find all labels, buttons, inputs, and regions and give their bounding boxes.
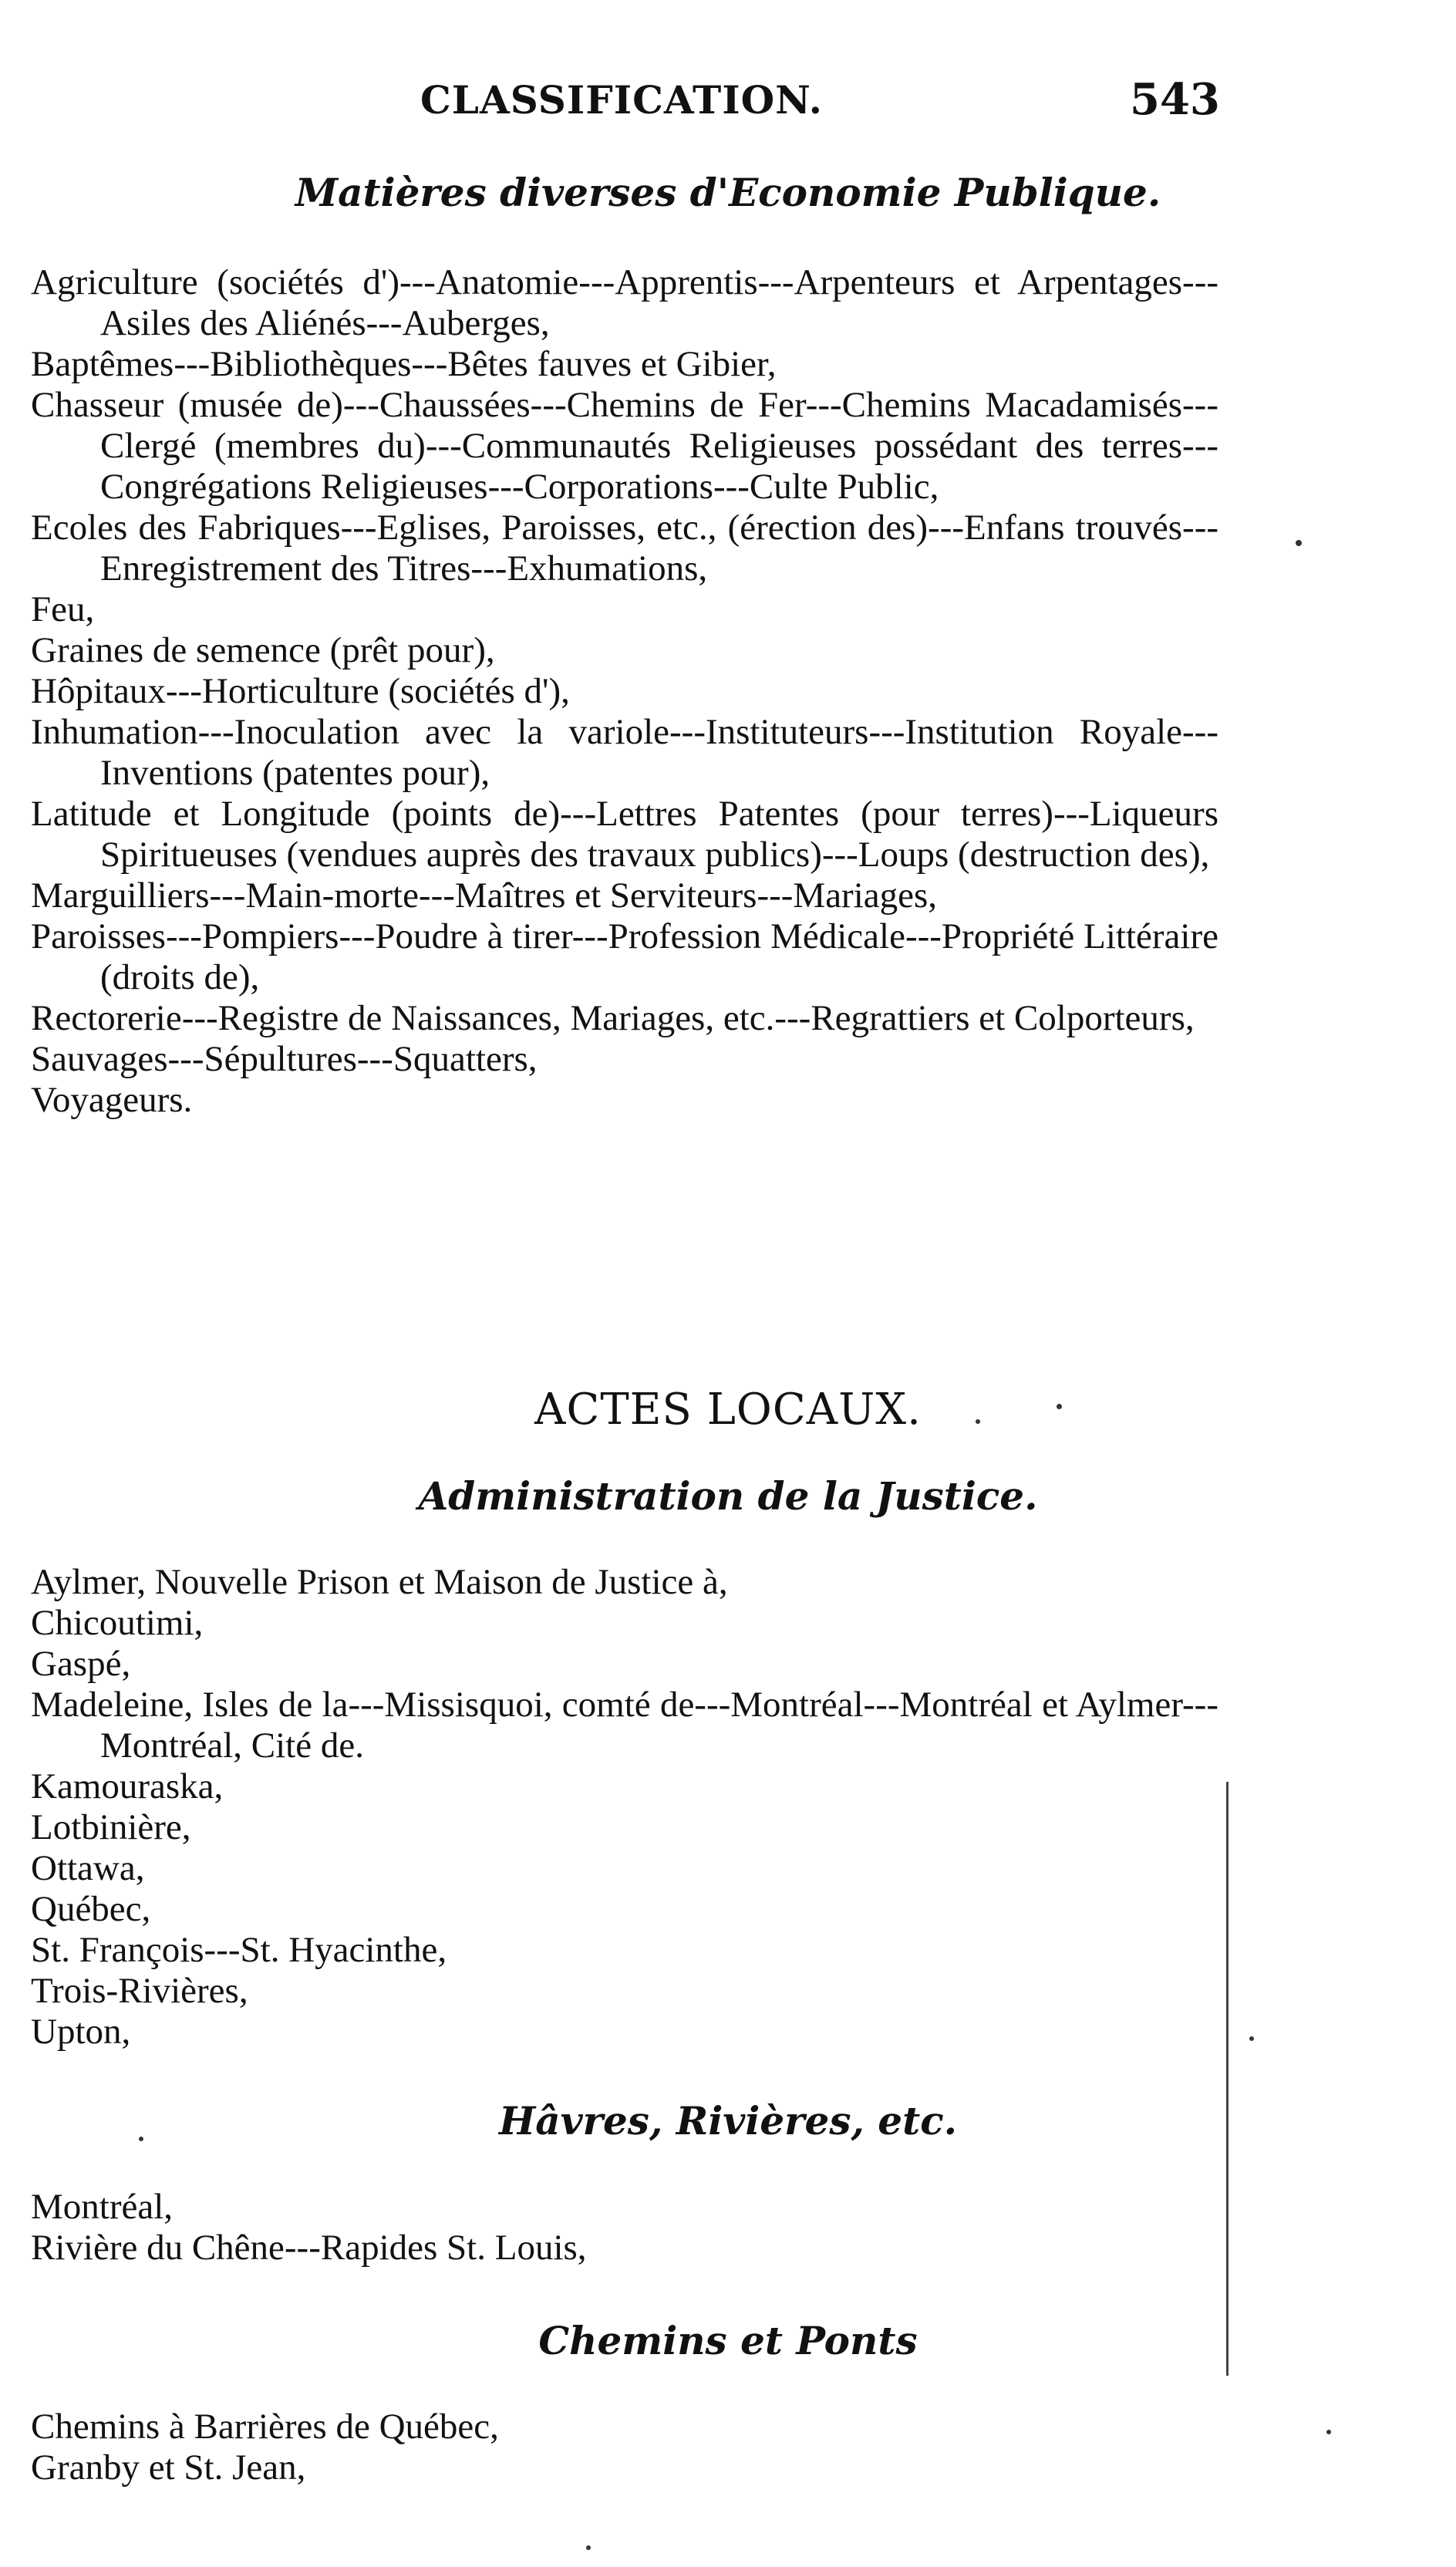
scan-speck	[1249, 2036, 1254, 2041]
index-entry: Madeleine, Isles de la---Missisquoi, comté de---Montréal---Montréal et Aylmer---Montréal, Cité de.	[31, 1685, 1218, 1766]
section-title-economie-publique: Matières diverses d'Economie Publique.	[295, 170, 1161, 215]
index-entry: Kamouraska,	[31, 1766, 224, 1806]
major-heading-actes-locaux: ACTES LOCAUX.	[534, 1385, 922, 1435]
page-number: 543	[1130, 74, 1220, 125]
index-entry: Ecoles des Fabriques---Eglises, Paroisses, etc., (érection des)---Enfans trouvés---Enregistrement des Titres---Exhumations,	[31, 508, 1218, 589]
section-title-administration-justice: Administration de la Justice.	[418, 1473, 1038, 1519]
index-entry: Baptêmes---Bibliothèques---Bêtes fauves et Gibier,	[31, 344, 777, 384]
index-entry: Granby et St. Jean,	[31, 2447, 306, 2488]
scan-speck	[1296, 540, 1302, 546]
index-entry: Aylmer, Nouvelle Prison et Maison de Justice à,	[31, 1562, 728, 1602]
section-title-chemins-ponts: Chemins et Ponts	[538, 2318, 918, 2363]
index-entry: Latitude et Longitude (points de)---Lettres Patentes (pour terres)---Liqueurs Spiritueuses (vendues auprès des travaux publics)---Loups (destruction des),	[31, 794, 1218, 875]
index-entry: Lotbinière,	[31, 1807, 191, 1847]
scan-speck	[1326, 2430, 1331, 2434]
running-head	[0, 74, 1456, 139]
scan-margin-line	[1226, 1782, 1228, 2376]
index-entry: Paroisses---Pompiers---Poudre à tirer---Profession Médicale---Propriété Littéraire (droits de),	[31, 916, 1218, 997]
scan-speck	[1057, 1404, 1062, 1409]
index-entry: Trois-Rivières,	[31, 1971, 248, 2011]
chemins-ponts-entry-list	[31, 2407, 1218, 2488]
index-entry: Gaspé,	[31, 1644, 131, 1684]
index-entry: Inhumation---Inoculation avec la variole---Instituteurs---Institution Royale---Inventions (patentes pour),	[31, 712, 1218, 793]
index-entry: Graines de semence (prêt pour),	[31, 630, 495, 670]
scan-speck	[586, 2545, 591, 2550]
index-entry: Ottawa,	[31, 1848, 145, 1888]
index-entry: Agriculture (sociétés d')---Anatomie---Apprentis---Arpenteurs et Arpentages---Asiles des Aliénés---Auberges,	[31, 262, 1218, 343]
index-entry: Voyageurs.	[31, 1080, 193, 1120]
index-entry: Chicoutimi,	[31, 1603, 204, 1643]
index-entry: Marguilliers---Main-morte---Maîtres et Serviteurs---Mariages,	[31, 875, 938, 916]
index-entry: Upton,	[31, 2012, 131, 2052]
index-entry: Chasseur (musée de)---Chaussées---Chemins de Fer---Chemins Macadamisés---Clergé (membres du)---Communautés Religieuses possédant des terres---Congrégations Religieuses---Corporations---Culte Public,	[31, 385, 1218, 507]
economie-publique-entry-list	[31, 262, 1218, 1121]
index-entry: Québec,	[31, 1889, 151, 1929]
index-entry: Feu,	[31, 589, 95, 629]
index-entry: St. François---St. Hyacinthe,	[31, 1930, 447, 1970]
index-entry: Hôpitaux---Horticulture (sociétés d'),	[31, 671, 570, 711]
administration-justice-entry-list	[31, 1562, 1218, 2053]
index-entry: Rectorerie---Registre de Naissances, Mariages, etc.---Regrattiers et Colporteurs,	[31, 998, 1195, 1038]
scan-speck	[139, 2137, 143, 2141]
index-entry: Sauvages---Sépultures---Squatters,	[31, 1039, 538, 1079]
havres-rivieres-entry-list	[31, 2187, 1218, 2268]
section-title-havres-rivieres: Hâvres, Rivières, etc.	[498, 2098, 958, 2144]
index-entry: Montréal,	[31, 2187, 174, 2227]
scan-speck	[976, 1419, 980, 1424]
index-entry: Chemins à Barrières de Québec,	[31, 2407, 499, 2447]
index-entry: Rivière du Chêne---Rapides St. Louis,	[31, 2228, 587, 2268]
running-head-title: CLASSIFICATION.	[420, 77, 824, 123]
